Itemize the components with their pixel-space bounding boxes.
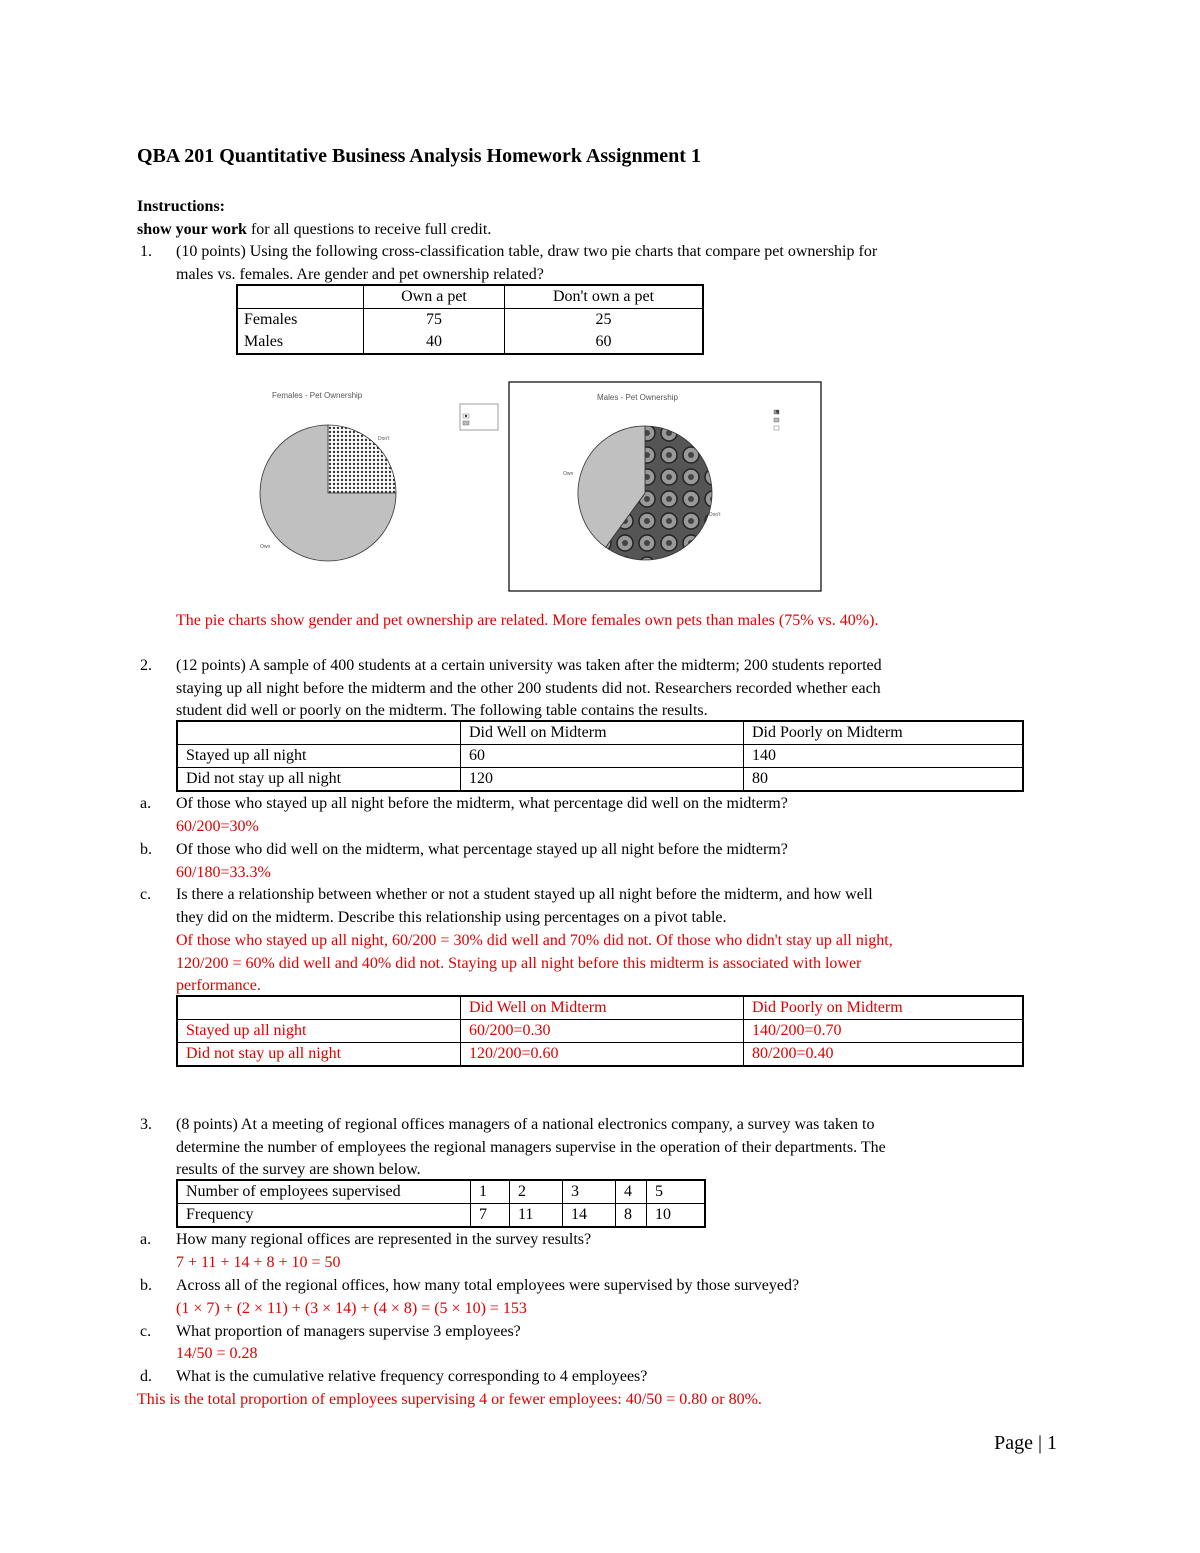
table-row bbox=[177, 1204, 705, 1228]
q2-pivot-table bbox=[176, 995, 1024, 1067]
table-header: Don't own a pet bbox=[505, 285, 704, 309]
table-cell: Stayed up all night bbox=[177, 1020, 461, 1043]
q3d-answer: This is the total proportion of employees supervising 4 or fewer employees: 40/50 = 0.80 or 80%. bbox=[137, 1391, 762, 1408]
table-row bbox=[177, 745, 1023, 768]
q2-line2: staying up all night before the midterm and the other 200 students did not. Researchers recorded whether each bbox=[176, 680, 881, 697]
table-cell: 40 bbox=[364, 331, 505, 354]
q2a-label: a. bbox=[140, 795, 152, 812]
q1-line2: males vs. females. Are gender and pet ownership related? bbox=[176, 266, 544, 283]
legend-swatch bbox=[774, 418, 779, 422]
q3d-label: d. bbox=[140, 1368, 152, 1385]
female-pie bbox=[260, 425, 396, 561]
q2c-answer-line1: Of those who stayed up all night, 60/200 = 30% did well and 70% did not. Of those who didn't stay up all night, bbox=[176, 932, 893, 949]
instructions-bold: show your work bbox=[137, 221, 247, 238]
table-cell: 80 bbox=[744, 768, 1024, 792]
table-cell: 140 bbox=[744, 745, 1024, 768]
q2b-label: b. bbox=[140, 841, 152, 858]
table-row bbox=[177, 1020, 1023, 1043]
q2-line3: student did well or poorly on the midterm. The following table contains the results. bbox=[176, 702, 708, 719]
table-cell: Males bbox=[237, 331, 364, 354]
male-pie bbox=[578, 426, 712, 560]
q1-answer: The pie charts show gender and pet ownership are related. More females own pets than males (75% vs. 40%). bbox=[176, 612, 879, 629]
table-row bbox=[177, 721, 1023, 745]
q3-table bbox=[176, 1179, 706, 1228]
q2c-answer-line3: performance. bbox=[176, 977, 261, 994]
table-cell: Number of employees supervised bbox=[177, 1180, 471, 1204]
table-cell: 3 bbox=[563, 1180, 616, 1204]
q3a-question: How many regional offices are represented in the survey results? bbox=[176, 1231, 592, 1248]
table-header: Did Well on Midterm bbox=[461, 721, 744, 745]
table-header: Own a pet bbox=[364, 285, 505, 309]
table-cell: 120 bbox=[461, 768, 744, 792]
q2c-question-line1: Is there a relationship between whether or not a student stayed up all night before the midterm, and how well bbox=[176, 886, 873, 903]
table-cell: 11 bbox=[510, 1204, 563, 1228]
table-cell: Did not stay up all night bbox=[177, 1043, 461, 1067]
q3c-label: c. bbox=[140, 1323, 152, 1340]
table-row bbox=[177, 1180, 705, 1204]
table-cell: Females bbox=[237, 309, 364, 332]
q3a-label: a. bbox=[140, 1231, 152, 1248]
table-cell: 1 bbox=[471, 1180, 510, 1204]
table-cell: Did not stay up all night bbox=[177, 768, 461, 792]
q2-number: 2. bbox=[140, 657, 152, 674]
table-row bbox=[237, 285, 703, 309]
q3-number: 3. bbox=[140, 1116, 152, 1133]
q2b-question: Of those who did well on the midterm, what percentage stayed up all night before the midterm? bbox=[176, 841, 788, 858]
q3-line2: determine the number of employees the regional managers supervise in the operation of their departments. The bbox=[176, 1139, 886, 1156]
table-row bbox=[177, 996, 1023, 1020]
table-row bbox=[237, 309, 703, 332]
q3a-answer: 7 + 11 + 14 + 8 + 10 = 50 bbox=[176, 1254, 341, 1271]
q3c-answer: 14/50 = 0.28 bbox=[176, 1345, 258, 1362]
q2a-answer: 60/200=30% bbox=[176, 818, 259, 835]
table-cell: 60/200=0.30 bbox=[461, 1020, 744, 1043]
q3-line1: (8 points) At a meeting of regional offices managers of a national electronics company, a survey was taken to bbox=[176, 1116, 875, 1133]
male-label-dont: Don't bbox=[709, 512, 721, 518]
table-cell: 140/200=0.70 bbox=[744, 1020, 1024, 1043]
q1-line1: (10 points) Using the following cross-classification table, draw two pie charts that compare pet ownership for bbox=[176, 243, 878, 260]
table-cell: Stayed up all night bbox=[177, 745, 461, 768]
table-cell: 14 bbox=[563, 1204, 616, 1228]
female-label-dont: Don't bbox=[378, 436, 390, 442]
table-cell: 4 bbox=[616, 1180, 647, 1204]
q3b-answer: (1 × 7) + (2 × 11) + (3 × 14) + (4 × 8) = (5 × 10) = 153 bbox=[176, 1300, 527, 1317]
legend-swatch bbox=[463, 414, 469, 418]
instructions-label: Instructions: bbox=[137, 198, 226, 215]
q1-number: 1. bbox=[140, 243, 152, 260]
legend-swatch bbox=[774, 426, 779, 430]
q3b-question: Across all of the regional offices, how many total employees were supervised by those surveyed? bbox=[176, 1277, 800, 1294]
q1-table bbox=[236, 284, 704, 355]
male-chart-title: Males - Pet Ownership bbox=[597, 393, 678, 402]
q3c-question: What proportion of managers supervise 3 employees? bbox=[176, 1323, 521, 1340]
table-cell: 80/200=0.40 bbox=[744, 1043, 1024, 1067]
table-row bbox=[237, 331, 703, 354]
table-cell: 8 bbox=[616, 1204, 647, 1228]
q2c-answer-line2: 120/200 = 60% did well and 40% did not. Staying up all night before this midterm is associated with lower bbox=[176, 955, 862, 972]
female-label-own: Own bbox=[260, 544, 271, 550]
table-row bbox=[177, 768, 1023, 792]
table-cell bbox=[237, 285, 364, 309]
q2a-question: Of those who stayed up all night before the midterm, what percentage did well on the midterm? bbox=[176, 795, 788, 812]
q2-table bbox=[176, 720, 1024, 792]
q2c-label: c. bbox=[140, 886, 152, 903]
table-cell: 60 bbox=[461, 745, 744, 768]
instructions-text bbox=[137, 218, 491, 241]
table-header: Did Well on Midterm bbox=[461, 996, 744, 1020]
instructions-rest: for all questions to receive full credit. bbox=[246, 221, 492, 238]
pie-charts bbox=[240, 378, 830, 593]
table-cell: 25 bbox=[505, 309, 704, 332]
q3d-question: What is the cumulative relative frequency corresponding to 4 employees? bbox=[176, 1368, 648, 1385]
q2-line1: (12 points) A sample of 400 students at a certain university was taken after the midterm; 200 students reported bbox=[176, 657, 882, 674]
table-cell: 10 bbox=[647, 1204, 706, 1228]
table-cell: 120/200=0.60 bbox=[461, 1043, 744, 1067]
page-number: Page | 1 bbox=[994, 1432, 1057, 1454]
page-title: QBA 201 Quantitative Business Analysis Homework Assignment 1 bbox=[137, 145, 701, 167]
table-cell bbox=[177, 996, 461, 1020]
q3b-label: b. bbox=[140, 1277, 152, 1294]
table-cell: Frequency bbox=[177, 1204, 471, 1228]
q2b-answer: 60/180=33.3% bbox=[176, 864, 271, 881]
legend-swatch bbox=[774, 410, 779, 414]
q3-line3: results of the survey are shown below. bbox=[176, 1161, 421, 1178]
table-cell: 2 bbox=[510, 1180, 563, 1204]
table-header: Did Poorly on Midterm bbox=[744, 721, 1024, 745]
table-cell: 5 bbox=[647, 1180, 706, 1204]
table-cell: 60 bbox=[505, 331, 704, 354]
legend-swatch bbox=[463, 421, 469, 425]
table-header: Did Poorly on Midterm bbox=[744, 996, 1024, 1020]
table-cell: 7 bbox=[471, 1204, 510, 1228]
male-label-own: Own bbox=[563, 471, 574, 477]
table-cell: 75 bbox=[364, 309, 505, 332]
q2c-question-line2: they did on the midterm. Describe this relationship using percentages on a pivot table. bbox=[176, 909, 727, 926]
table-cell bbox=[177, 721, 461, 745]
female-chart-title: Females - Pet Ownership bbox=[272, 391, 363, 400]
table-row bbox=[177, 1043, 1023, 1067]
